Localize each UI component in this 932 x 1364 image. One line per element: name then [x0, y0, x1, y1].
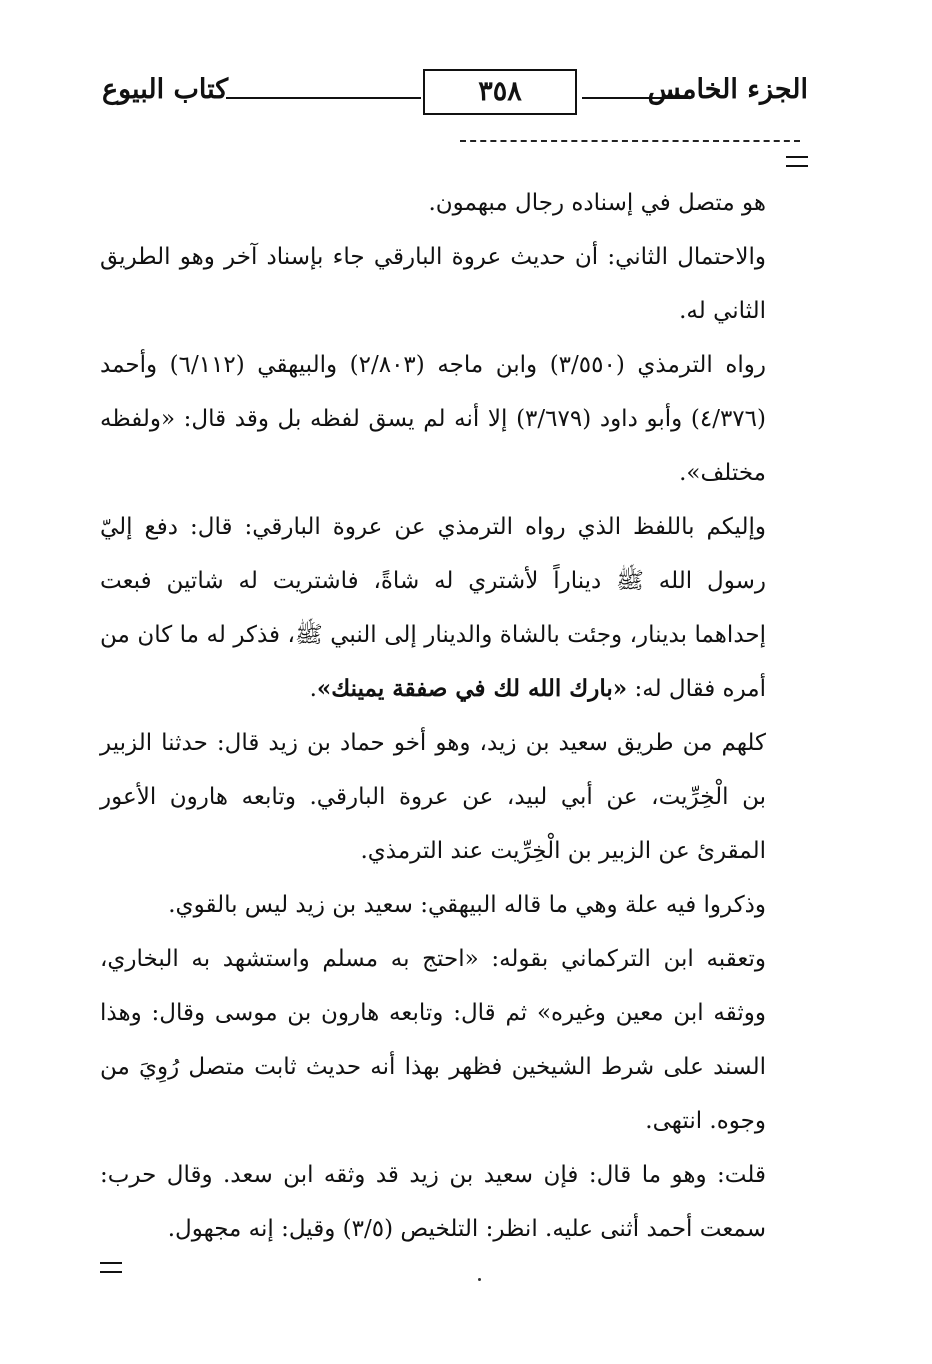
- paragraph: والاحتمال الثاني: أن حديث عروة البارقي جاء بإسناد آخر وهو الطريق الثاني له.: [100, 244, 766, 324]
- book-title: كتاب البيوع: [102, 74, 229, 105]
- paragraph: [100, 500, 766, 716]
- paragraph: هو متصل في إسناده رجال مبهمون.: [428, 190, 766, 216]
- hadith-quote: «بارك الله لك في صفقة يمينك»: [316, 675, 628, 702]
- page-number: ٣٥٨: [423, 69, 577, 115]
- dashed-separator: [460, 140, 800, 142]
- paragraph-text: وإليكم باللفظ الذي رواه الترمذي عن عروة البارقي: قال: دفع إليّ رسول الله ﷺ ديناراً لأشتري له شاةً، فاشتريت له شاتين فبعت إحداهما بدينار، وجئت بالشاة والدينار إلى النبي ﷺ، فذكر له ما كان من أمره فقال له:: [100, 514, 766, 702]
- paragraph: رواه الترمذي (٣/٥٥٠) وابن ماجه (٢/٨٠٣) والبيهقي (٦/١١٢) وأحمد (٤/٣٧٦) وأبو داود (٣/٦٧٩) إلا أنه لم يسق لفظه بل وقد قال: «ولفظه مختلف».: [100, 352, 766, 486]
- paragraph: قلت: وهو ما قال: فإن سعيد بن زيد قد وثقه ابن سعد. وقال حرب: سمعت أحمد أثنى عليه. انظر: التلخيص (٣/٥) وقيل: إنه مجهول.: [100, 1162, 766, 1242]
- page-header: [96, 66, 808, 126]
- paragraph: وتعقبه ابن التركماني بقوله: «احتج به مسلم واستشهد به البخاري، ووثقه ابن معين وغيره» ثم قال: وتابعه هارون بن موسى وقال: وهذا السند على شرط الشيخين فظهر بهذا أنه حديث ثابت متصل رُوِيَ من وجوه. انتهى.: [100, 946, 766, 1134]
- main-text: [100, 176, 766, 1256]
- continuation-mark-top: [786, 156, 808, 167]
- part-title: الجزء الخامس: [647, 74, 808, 105]
- header-rule-right: [582, 97, 690, 99]
- header-rule-left: [226, 97, 421, 99]
- paragraph: وذكروا فيه علة وهي ما قاله البيهقي: سعيد بن زيد ليس بالقوي.: [168, 892, 766, 918]
- continuation-mark-bottom: [100, 1262, 122, 1273]
- paragraph-end: .: [309, 676, 317, 702]
- ink-dot: [478, 1278, 481, 1281]
- paragraph: كلهم من طريق سعيد بن زيد، وهو أخو حماد بن زيد قال: حدثنا الزبير بن الْخِرِّيت، عن أبي لبيد، عن عروة البارقي. وتابعه هارون الأعور المقرئ عن الزبير بن الْخِرِّيت عند الترمذي.: [100, 730, 766, 864]
